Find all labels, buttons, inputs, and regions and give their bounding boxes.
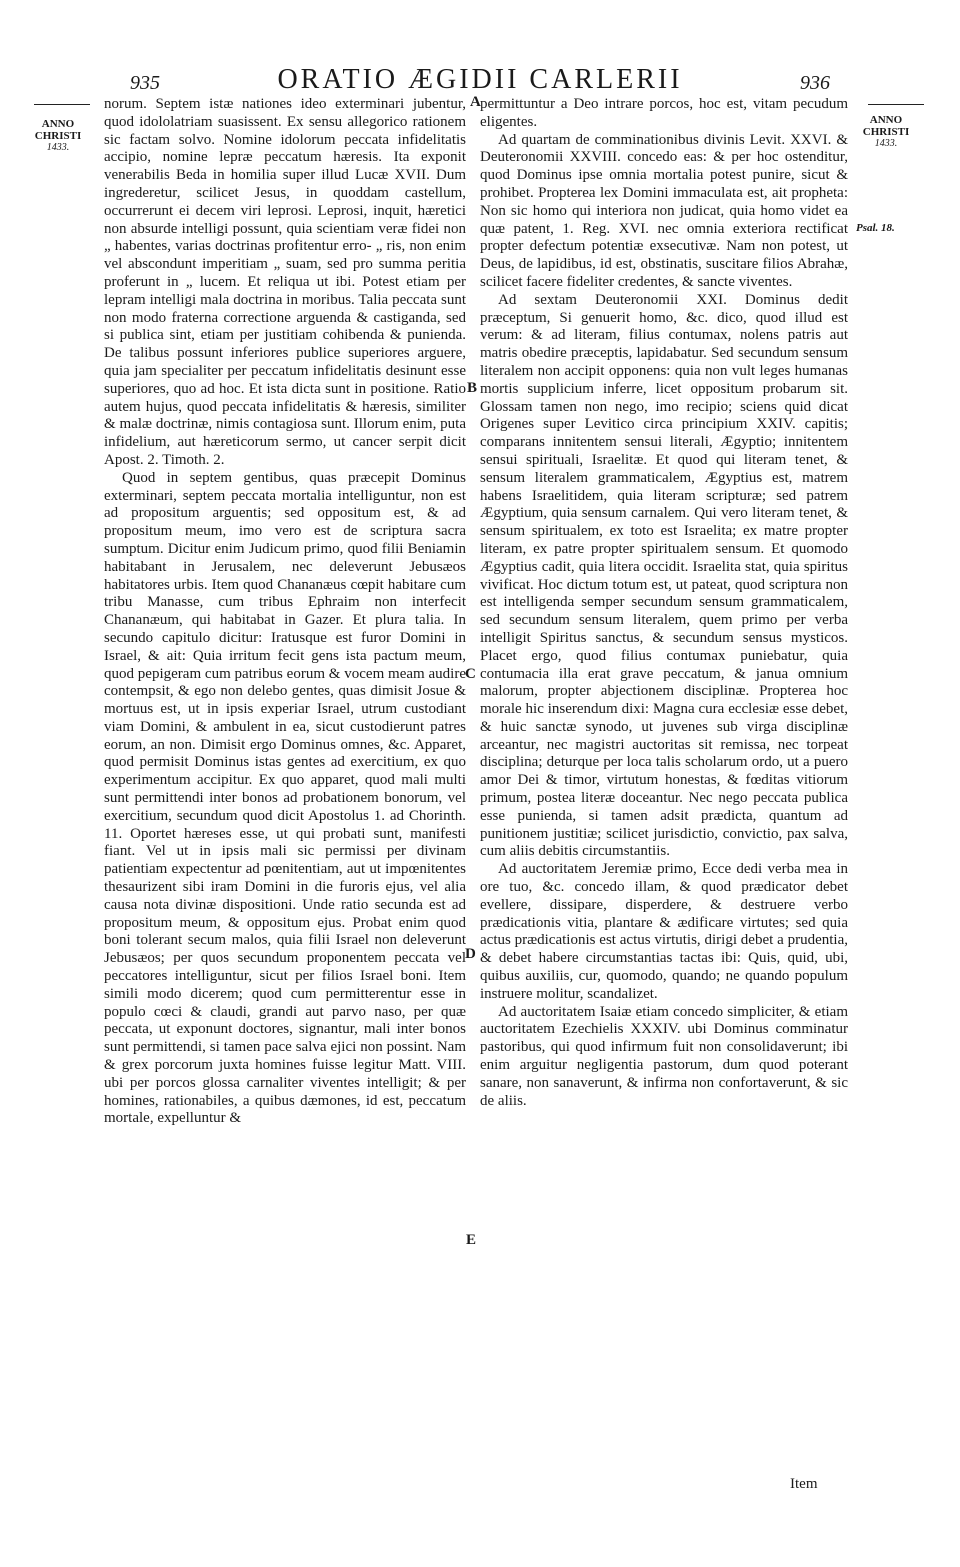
page-number-left: 935 — [130, 72, 160, 94]
right-margin-note — [858, 114, 914, 150]
left-text-column — [104, 96, 466, 1476]
left-paragraph-2: Quod in septem gentibus, quas præcepit Dominus exterminari, septem peccata mortalia intelliguntur, non est ad propositum arguentis; sed oppositum est, & ad propositum meum, imo vero est de scriptura sacra sumptum. Dicitur enim Judicum primo, quod filii Beniamin habitabant in Jerusalem, nec deleverunt Jebusæos habitatores urbis. Item quod Chananæus cœpit habitare cum tribu Manasse, cum tribus Ephraim non interfecit Chananæum, qui habitabat in Gazer. Et plura talia. In secundo capitulo dicitur: Iratusque est furor Domini in Israel, & ait: Quia irritum fecit gens ista pactum meum, quod pepigeram cum patribus eorum & vocem meam audire contempsit, & ego non delebo gentes, quas dimisit Josue & mortuus est, ut in ipsis experiar Israel, utrum custodiant viam Domini, & ambulent in ea, sicut custodierunt patres eorum, an non. Dimisit ergo Dominus omnes, &c. Apparet, quod permisit Dominus istas gentes ad exercitium, ex quo experimentum accipitur. Ex quo apparet, quod mali multi sunt permittendi inter bonos ad probationem bonorum, vel exercitium, secundum quod dicit Apostolus 1. ad Chorinth. 11. Oportet hæreses esse, ut qui probati sunt, manifesti fiant. Vel ut in ipsis mali sic permissi per divinam patientiam expectentur ad pœnitentiam, aut ut impœnitentes thesaurizent sibi iram Domini in die furoris ejus, vel alia causa nota divinæ dispositioni. Unde ratio secunda est ad propositum meum, & oppositum ejus. Probat enim quod boni tolerant secum malos, quia filii Israel non deleverunt Jebusæos; per quos secundum proponentem peccata vel peccatores intelliguntur, sicut per filios Israel boni. Item simili modo dicerem; quod cum permitterentur esse in populo cœci & claudi, grandi aut parvo naso, per quæ peccata, ut exponunt doctores, signantur, mali inter bonos sunt permittendi, si tamen pace salva ejici non possint. Nam & grex porcorum juxta homines fuisse legitur Matt. VIII. ubi per porcos glossa carnaliter viventes intelligit; & per homines, rationabiles, a quibus dæmones, id est, peccatum mortale, expelluntur & — [104, 469, 466, 1127]
right-paragraph-3: Ad sextam Deuteronomii XXI. Dominus dedit præceptum, Si genuerit homo, &c. dico, quod illud est verum: & ad literam, filius contumax, nolens patris aut matris obedire præceptis, lapidabatur. Sed secundum sensum literalem non accipit opponens: quia non vult leges humanas mortis supplicium inferre, licet oppositum probarum sit. Glossam tamen non nego, imo recipio; sciens quid dicat Origenes super Levitico circa principium XXIV. capitis; comparans innitentem sensui literali, Ægyptio; innitentem sensui spirituali, Israelitæ. Et quod qui literam tenet, & sensum literalem grammaticalem, Ægyptius est, matrem habens Israelitidem, quia literam scripturæ; sed patrem Ægyptium, quia sensum carnalem. Qui vero literam tenet, & sensum spiritualem, ex toto est Israelita; ex matre propter literam, ex patre propter spiritualem sensum. Et quomodo Ægyptius cadit, quia litera occidit. Israelita stat, quia spiritus vivificat. Hoc dictum totum est, ut pateat, quod scriptura non est intelligenda semper secundum sensum grammaticalem, sed secundum sensum literalem, quem primo per verba intelligit Spiritus sanctus, & secundum sensus mysticos. Placet ergo, quod filius contumax puniebatur, quia contumacia illa erat grave peccatum, & janua omnium malorum, propter abjectionem disciplinæ. Propterea hoc morale hic inserendum dixi: Magna cura ecclesiæ esse debet, & huic sanctæ synodo, ut juvenes sub virga disciplinæ arceantur, nec magistri auctoritas sit remissa, nec torpeat disciplina; deturque per loca talis scholarum ordo, ut a puero amor Dei & timor, virtutum honestas, & fœditas vitiorum primum, postea literæ doceantur. Nec nego peccata publica esse punienda, si tamen adsit prædicta, quantum ad punitionem justitiæ; scilicet jurisdictio, convictio, pax salva, cum aliis debitis circumstantiis. — [480, 291, 848, 860]
page-header — [0, 62, 960, 98]
left-margin-note — [30, 118, 86, 154]
right-note-christi: CHRISTI — [862, 126, 910, 138]
right-paragraph-1: permittuntur a Deo intrare porcos, hoc est, vitam pecudum eligentes. — [480, 96, 848, 130]
catchword: Item — [790, 1476, 818, 1492]
left-paragraph-1: norum. Septem istæ nationes ideo exterminari jubentur, quod idololatriam suasissent. Ex sensu allegorico rationem sic factam solvo. Nomine idolorum peccata infidelitatis accipio, nomine lepræ peccatum hæresis. Ita exponit venerabilis Beda in homilia super illud Lucæ XVII. Dum ingrederetur, scilicet Jesus, in quoddam castellum, occurrerunt ei decem viri leprosi. Leprosi, inquit, hæretici non absurde intelligi possunt, quia scientiam veræ fidei non „ habentes, varias doctrinas profitentur erro- „ ris, non enim vel abscondunt imperitiam „ suam, sed pro summa peritia proferunt in „ lucem. Et reliqua ut ibi. Potest etiam per lepram intelligi mala doctrina in moribus. Talia peccata sunt non modo fraterna correctione arguenda & castiganda, sed si publica sint, etiam per justitiam cohibenda & punienda. De talibus possunt inferiores publice superiores arguere, quia jam specialiter per peccatum infidelitatis desinunt esse superiores, quo ad hoc. Et ista dicta sunt in positione. Ratio autem hujus, quod peccata infidelitatis & hæresis, similiter & malæ doctrinæ, nimis contagiosa sunt. Illorum enim, puta infidelium, aut hæreticorum sermo, ut cancer serpit dicit Apost. 2. Timoth. 2. — [104, 96, 466, 468]
left-margin-rule — [34, 104, 90, 105]
left-note-year: 1433. — [46, 142, 70, 153]
section-letter-a: A — [470, 94, 481, 110]
psalm-reference-note: Psal. 18. — [856, 222, 895, 234]
section-letter-d: D — [465, 946, 476, 962]
section-letter-c: C — [465, 666, 476, 682]
right-paragraph-2: Ad quartam de comminationibus divinis Levit. XXVI. & Deuteronomii XXVIII. concedo eas: & per hoc ostenditur, quod Dominus ipse omnia mortalia potest punire, sicut & prohibet. Propterea lex Domini immaculata est, ait propheta: Non sic homo qui interiora non judicat, quia homo videt ea quæ patent, 1. Reg. XVI. nec omnia exteriora rectificat propter defectum potentiæ exsecutivæ. Nam non potest, ut Deus, de lapidibus, id est, obstinatis, suscitare filios Abrahæ, scilicet facere fideliter credentes, & sancte viventes. — [480, 131, 848, 290]
right-margin-rule — [868, 104, 924, 105]
right-note-anno: ANNO — [869, 114, 903, 126]
right-text-column — [480, 96, 848, 1476]
right-note-year: 1433. — [874, 138, 898, 149]
left-note-christi: CHRISTI — [34, 130, 82, 142]
right-paragraph-4: Ad auctoritatem Jeremiæ primo, Ecce dedi verba mea in ore tuo, &c. concedo illam, & quod prædicator debet evellere, dissipare, disperdere, & destruere verbo prædicationis vitia, plantare & ædificare virtutes; sed quia actus prædicationis est actus virtutis, dirigi debet a prudentia, & debet habere circumstantias tactas ibi: Quis, quid, ubi, quibus auxiliis, cur, quomodo, quando; ne quando populum instruere molitur, scandalizet. — [480, 861, 848, 1002]
running-title: ORATIO ÆGIDII CARLERII — [277, 64, 683, 95]
right-paragraph-5: Ad auctoritatem Isaiæ etiam concedo simpliciter, & etiam auctoritatem Ezechielis XXXIV. ubi Dominus comminatur pastoribus, qui quod infirmum fuit non consolidaverunt; ibi enim arguitur negligentia pastorum, dum quod poterant sanare, non sanaverunt, & infirma non confortaverunt, & sic de aliis. — [480, 1003, 848, 1109]
section-letter-b: B — [467, 380, 478, 396]
page-number-right: 936 — [800, 72, 830, 94]
left-note-anno: ANNO — [41, 118, 75, 130]
section-letter-e: E — [466, 1232, 477, 1248]
